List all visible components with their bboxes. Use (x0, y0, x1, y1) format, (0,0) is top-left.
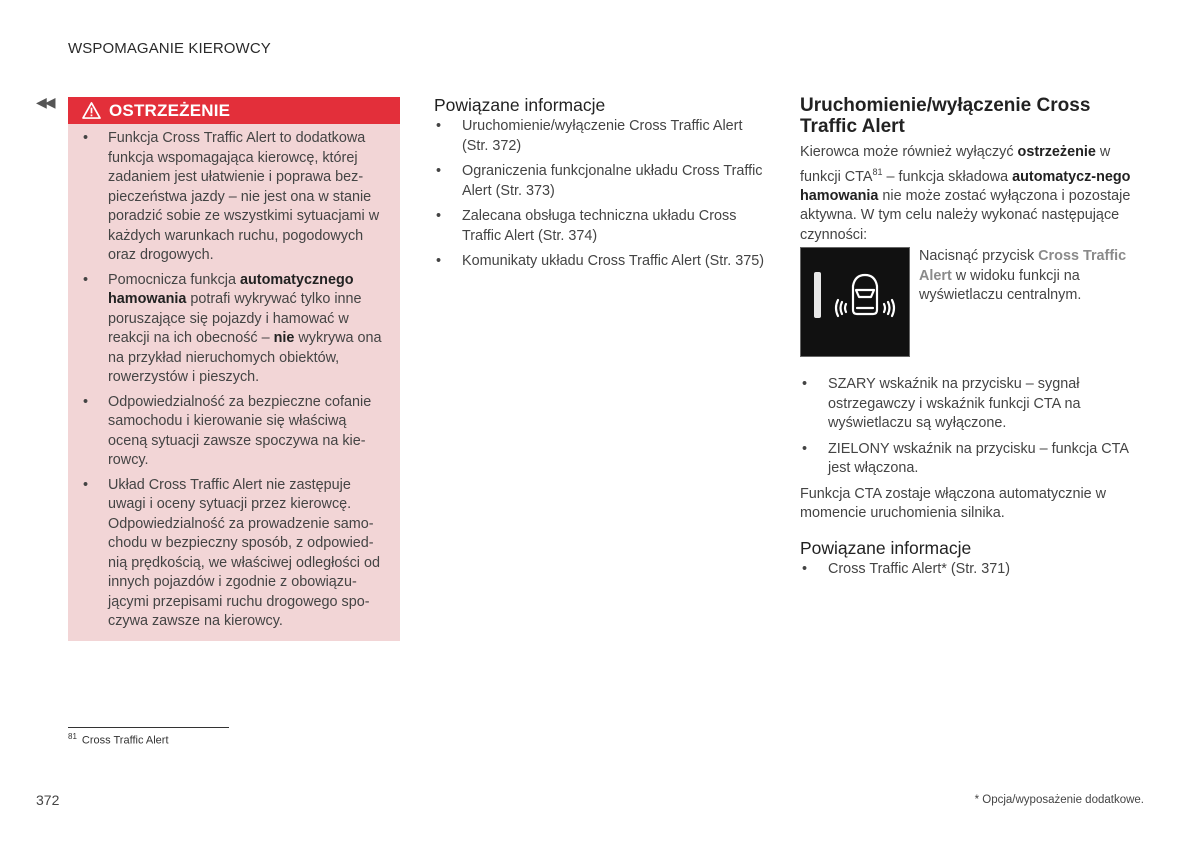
warning-box (68, 97, 400, 641)
footnote-text: Cross Traffic Alert (81, 734, 169, 747)
warning-text: Funkcja Cross Traffic Alert to dodatkowa funkcja wspomagająca kierowcę, której zadaniem jest ułatwienie i poprawa bez-pieczeństwa jazdy – nie jest ona w stanie poradzić sobie ze wszystkimi sytuacjami w każdych warunkach ruchu, pogodowych oraz drogowych. (108, 130, 380, 263)
warning-header (68, 97, 400, 124)
section-header: WSPOMAGANIE KIEROWCY (68, 40, 271, 57)
related-link[interactable] (434, 117, 769, 156)
cross-traffic-alert-button[interactable] (800, 247, 910, 357)
intro-paragraph (800, 143, 1135, 245)
button-name: Cross Traffic Alert (919, 248, 1127, 284)
instruction-text: Nacisnąć przycisk (919, 248, 1039, 265)
warning-list (68, 124, 400, 632)
warning-item (68, 476, 386, 632)
state-text: SZARY wskaźnik na przycisku – sygnał ostrzegawczy i wskaźnik funkcji CTA na wyświetlaczu są wyłączone. (828, 376, 1081, 432)
bullet: • (436, 253, 442, 269)
related-link-text[interactable]: Komunikaty układu Cross Traffic Alert (Str. 375) (462, 253, 765, 269)
related-info-title: Powiązane informacje (800, 537, 972, 558)
instruction-text: w widoku funkcji na wyświetlaczu centralnym. (919, 267, 1082, 304)
intro-bold: automatycz-nego hamowania (800, 168, 1131, 204)
bullet: • (802, 376, 808, 393)
warning-bold: nie (273, 330, 295, 346)
bullet: • (802, 560, 808, 577)
footnote (68, 732, 169, 747)
page-number: 372 (36, 792, 60, 808)
related-info-list (434, 117, 769, 272)
related-info-column (434, 95, 769, 278)
intro-text: nie może zostać wyłączona i pozostaje aktywna. W tym celu należy wykonać następujące czynności: (800, 187, 1131, 243)
status-indicator-bar (814, 272, 821, 318)
state-text: ZIELONY wskaźnik na przycisku – funkcja CTA jest włączona. (828, 440, 1129, 477)
auto-on-paragraph: Funkcja CTA zostaje włączona automatycznie w momencie uruchomienia silnika. (800, 485, 1107, 522)
related-link[interactable] (434, 162, 769, 201)
related-info-list (800, 560, 1135, 580)
footnote-number: 81 (68, 732, 77, 741)
button-instruction (800, 247, 1135, 372)
related-info-title: Powiązane informacje (434, 95, 606, 115)
cta-section (800, 95, 1135, 585)
back-arrows-icon[interactable]: ◀◀ (36, 94, 54, 110)
related-link-text[interactable]: Zalecana obsługa techniczna układu Cross Traffic Alert (Str. 374) (462, 208, 737, 244)
cross-traffic-alert-icon (801, 248, 909, 356)
footnote-ref[interactable]: 81 (872, 166, 883, 177)
intro-text: Kierowca może również wyłączyć (800, 144, 1018, 160)
bullet: • (436, 118, 442, 134)
bullet: • (436, 163, 442, 179)
bullet: • (83, 130, 89, 146)
warning-triangle-icon (82, 102, 101, 119)
section-title: Uruchomienie/wyłączenie Cross Traffic Alert (800, 95, 1091, 137)
intro-bold: ostrzeżenie (1017, 144, 1096, 160)
state-list (800, 375, 1135, 479)
warning-title: OSTRZEŻENIE (109, 100, 231, 120)
warning-text: Odpowiedzialność za bezpieczne cofanie samochodu i kierowanie się właściwą oceną sytuacji zawsze spoczywa na kie-rowcy. (108, 393, 372, 468)
related-link[interactable] (434, 252, 769, 272)
related-link-text[interactable]: Uruchomienie/wyłączenie Cross Traffic Alert (Str. 372) (462, 118, 743, 154)
warning-text: Układ Cross Traffic Alert nie zastępuje uwagi i oceny sytuacji przez kierowcę. Odpowiedzialność za prowadzenie samo-chodu w bezpieczny sposób, z odpowied-nią prędkością, we właściwej odległości od innych pojazdów i zgodnie z obowiązu-jącymi przepisami ruchu drogowego spo-czywa zawsze na kierowcy. (108, 476, 380, 629)
warning-item (68, 129, 386, 266)
warning-text: wykrywa ona na przykład nieruchomych obiektów, rowerzystów i pieszych. (108, 330, 382, 385)
state-item (800, 440, 1135, 479)
related-link[interactable] (800, 560, 1135, 580)
bullet: • (83, 271, 89, 288)
footnote-divider (68, 727, 229, 728)
optional-equipment-note: * Opcja/wyposażenie dodatkowe. (974, 794, 1144, 806)
bullet: • (436, 208, 442, 224)
warning-item (68, 271, 386, 388)
bullet: • (83, 476, 89, 493)
warning-text: potrafi wykrywać tylko inne poruszające się pojazdy i hamować w reakcji na ich obecność – (108, 291, 362, 346)
warning-text: Pomocnicza funkcja (108, 271, 240, 288)
bullet: • (83, 393, 89, 410)
related-link-text[interactable]: Ograniczenia funkcjonalne układu Cross Traffic Alert (Str. 373) (462, 163, 763, 199)
warning-bold: automatycznego hamowania (108, 271, 354, 307)
intro-text: – funkcja składowa (882, 168, 1013, 185)
related-link[interactable] (434, 207, 769, 246)
related-link-text[interactable]: Cross Traffic Alert* (Str. 371) (828, 560, 1011, 577)
warning-item (68, 393, 386, 471)
state-item (800, 375, 1135, 434)
intro-text: w funkcji CTA (800, 144, 1111, 185)
bullet: • (802, 440, 808, 457)
button-instruction-text (919, 247, 1129, 306)
